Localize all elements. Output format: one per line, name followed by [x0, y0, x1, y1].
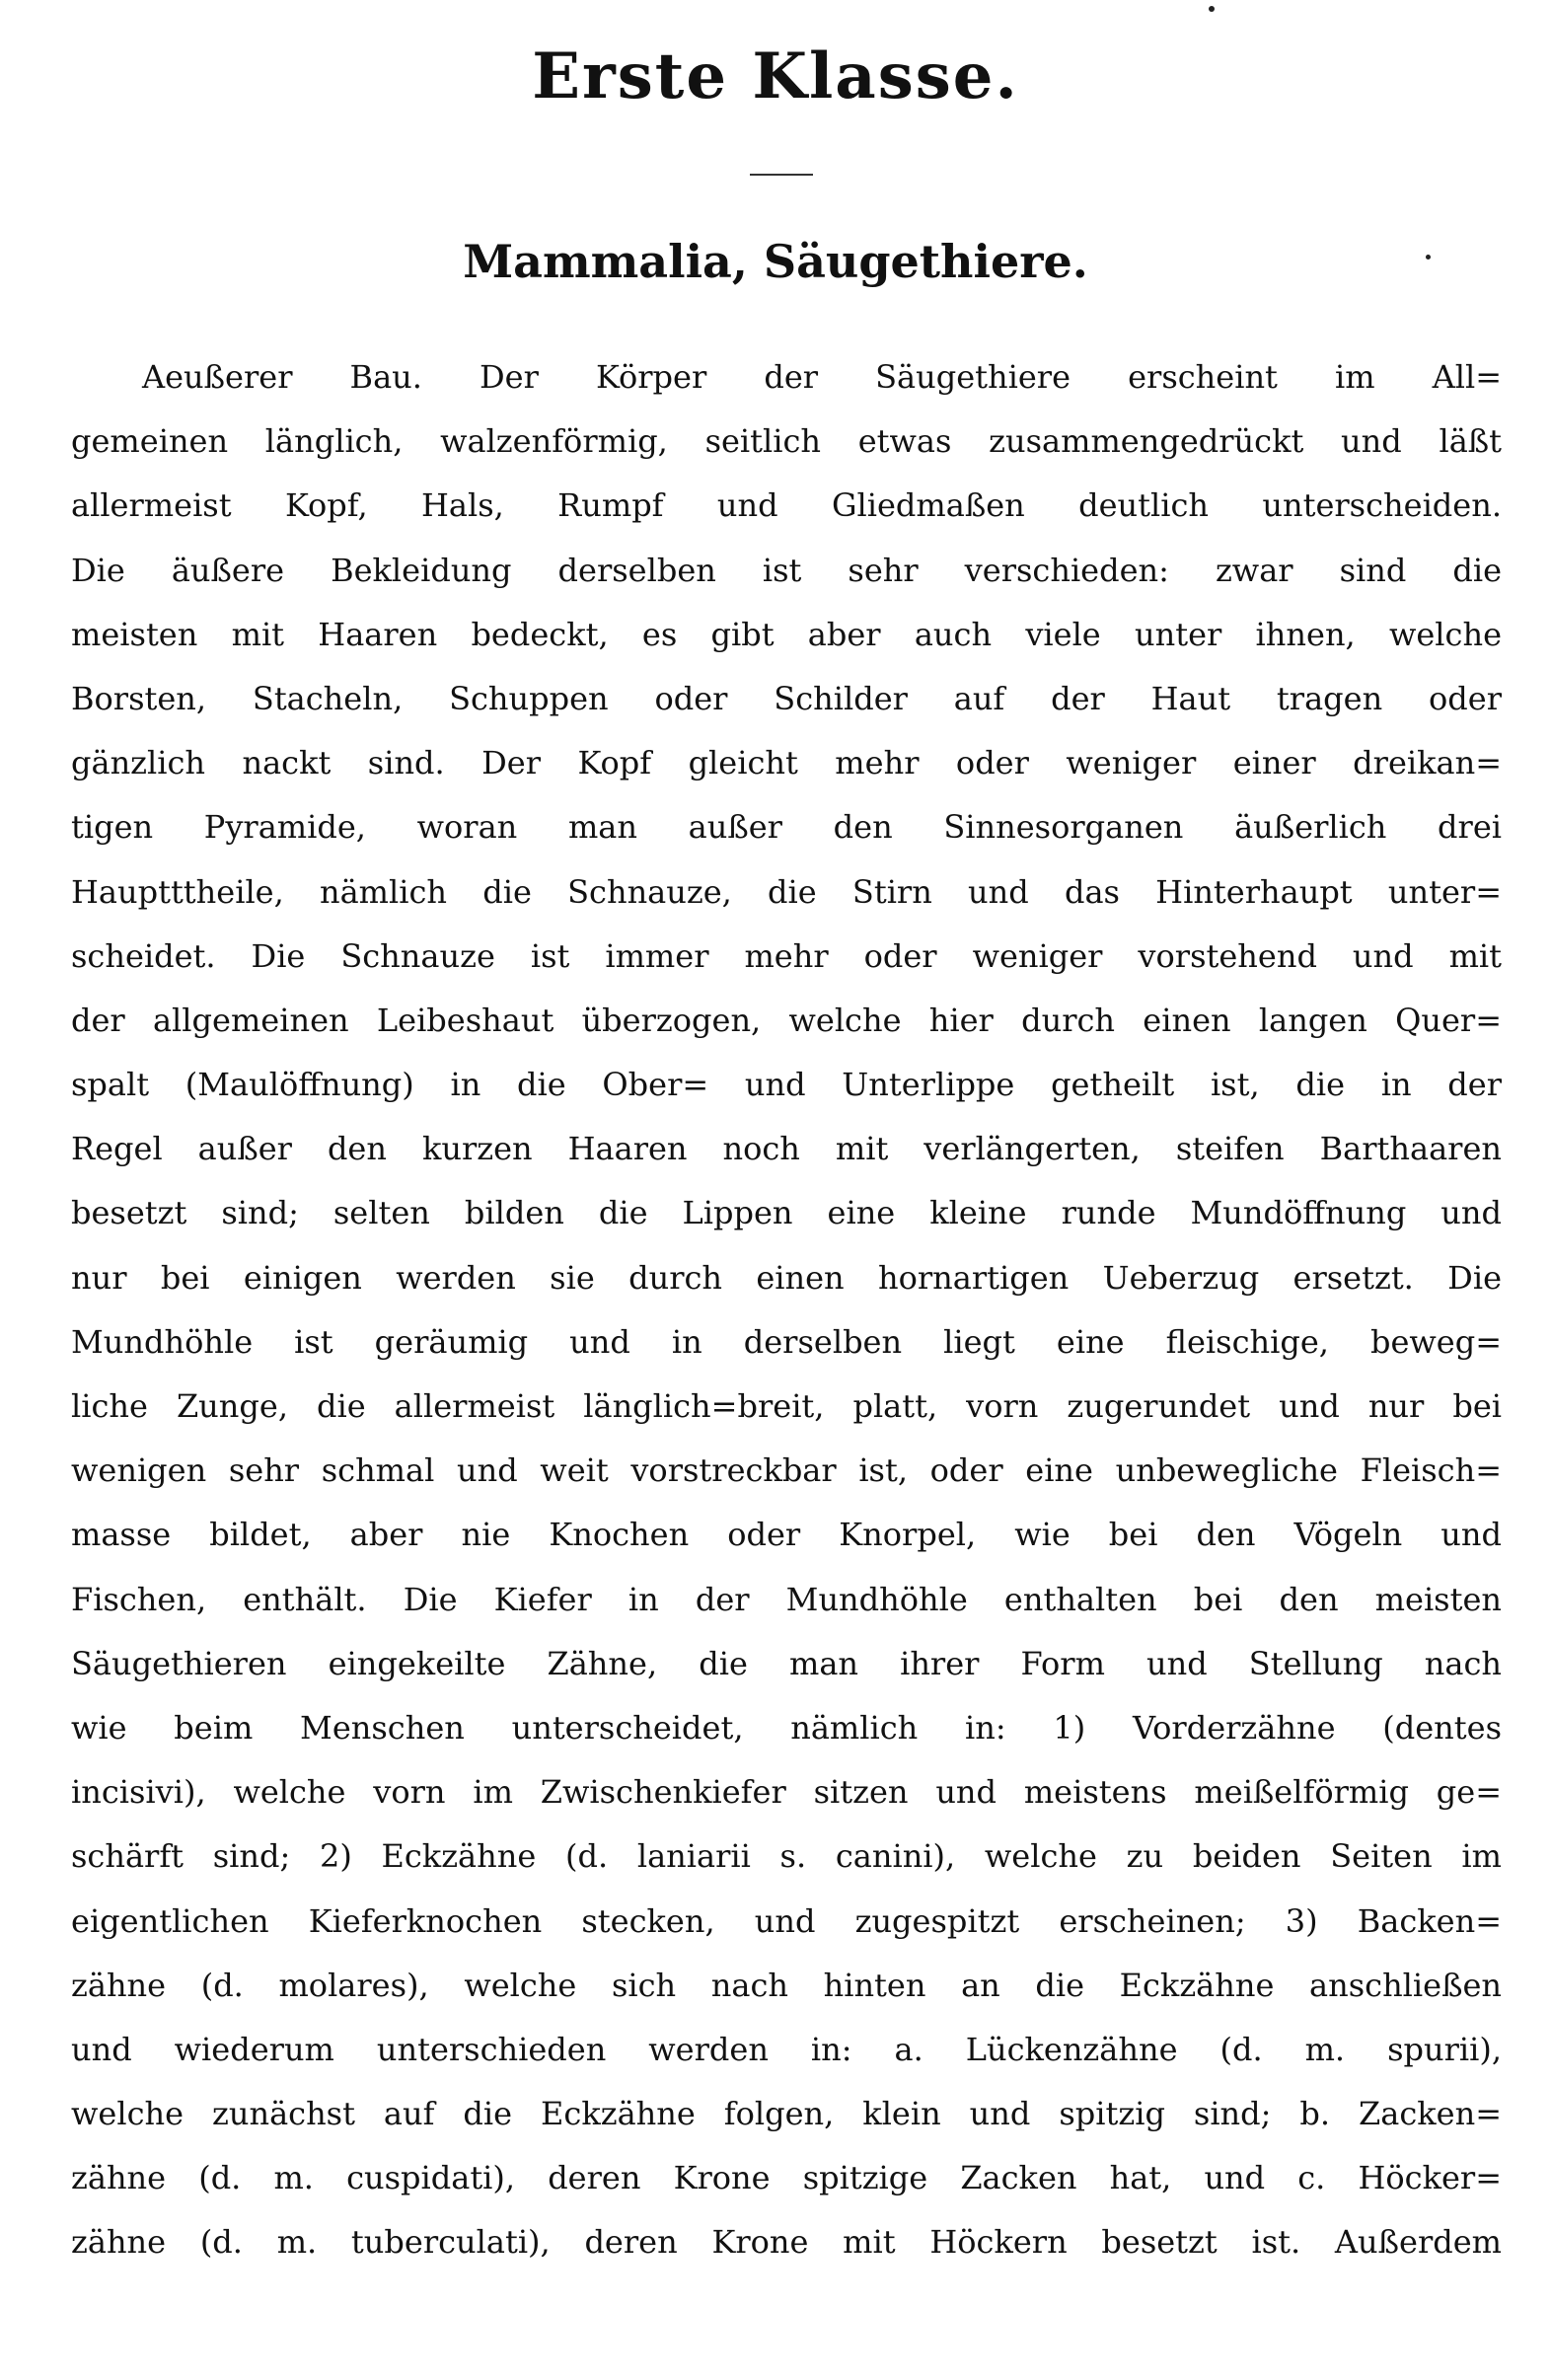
page-heading: Erste Klasse. [532, 39, 1019, 113]
text-line: wie beim Menschen unterscheidet, nämlich in: 1) Vorderzähne (dentes [71, 1708, 1502, 1747]
text-line: Mundhöhle ist geräumig und in derselben liegt eine fleischige, beweg= [71, 1322, 1502, 1361]
text-line: zähne (d. m. cuspidati), deren Krone spitzige Zacken hat, und c. Höcker= [71, 2159, 1502, 2197]
text-line: Regel außer den kurzen Haaren noch mit verlängerten, steifen Barthaaren [71, 1130, 1502, 1168]
text-line: und wiederum unterschieden werden in: a. Lückenzähne (d. m. spurii), [71, 2030, 1502, 2068]
text-line: Borsten, Stacheln, Schuppen oder Schilder auf der Haut tragen oder [71, 679, 1502, 717]
text-line: tigen Pyramide, woran man außer den Sinnesorganen äußerlich drei [71, 808, 1502, 847]
text-line: Die äußere Bekleidung derselben ist sehr verschieden: zwar sind die [71, 551, 1502, 589]
text-line: Aeußerer Bau. Der Körper der Säugethiere erscheint im All= [142, 358, 1502, 396]
text-line: Fischen, enthält. Die Kiefer in der Mundhöhle enthalten bei den meisten [71, 1580, 1502, 1618]
ink-speck [1209, 6, 1215, 12]
text-line: der allgemeinen Leibeshaut überzogen, welche hier durch einen langen Quer= [71, 1001, 1502, 1039]
text-line: nur bei einigen werden sie durch einen hornartigen Ueberzug ersetzt. Die [71, 1258, 1502, 1297]
heading-divider [750, 174, 813, 176]
text-line: zähne (d. m. tuberculati), deren Krone mit Höckern besetzt ist. Außerdem [71, 2223, 1502, 2262]
text-line: spalt (Maulöffnung) in die Ober= und Unterlippe getheilt ist, die in der [71, 1066, 1502, 1104]
text-line: besetzt sind; selten bilden die Lippen eine kleine runde Mundöffnung und [71, 1194, 1502, 1232]
text-line: welche zunächst auf die Eckzähne folgen, klein und spitzig sind; b. Zacken= [71, 2095, 1502, 2133]
body-text [71, 345, 1502, 2275]
text-line: Hauptttheile, nämlich die Schnauze, die Stirn und das Hinterhaupt unter= [71, 872, 1502, 911]
text-line: wenigen sehr schmal und weit vorstreckbar ist, oder eine unbewegliche Fleisch= [71, 1451, 1502, 1490]
text-line: incisivi), welche vorn im Zwischenkiefer sitzen und meistens meißelförmig ge= [71, 1773, 1502, 1812]
text-line: allermeist Kopf, Hals, Rumpf und Gliedmaßen deutlich unterscheiden. [71, 486, 1502, 525]
text-line: schärft sind; 2) Eckzähne (d. laniarii s. canini), welche zu beiden Seiten im [71, 1837, 1502, 1876]
text-line: gemeinen länglich, walzenförmig, seitlich etwas zusammengedrückt und läßt [71, 422, 1502, 461]
text-line: masse bildet, aber nie Knochen oder Knorpel, wie bei den Vögeln und [71, 1516, 1502, 1554]
text-line: eigentlichen Kieferknochen stecken, und zugespitzt erscheinen; 3) Backen= [71, 1901, 1502, 1940]
section-title: Mammalia, Säugethiere. [463, 235, 1088, 288]
text-line: gänzlich nackt sind. Der Kopf gleicht mehr oder weniger einer dreikan= [71, 744, 1502, 782]
text-line: scheidet. Die Schnauze ist immer mehr oder weniger vorstehend und mit [71, 936, 1502, 975]
text-line: zähne (d. molares), welche sich nach hinten an die Eckzähne anschließen [71, 1966, 1502, 2004]
text-line: meisten mit Haaren bedeckt, es gibt aber auch viele unter ihnen, welche [71, 615, 1502, 653]
text-line: Säugethieren eingekeilte Zähne, die man ihrer Form und Stellung nach [71, 1644, 1502, 1682]
text-line: liche Zunge, die allermeist länglich=breit, platt, vorn zugerundet und nur bei [71, 1387, 1502, 1425]
